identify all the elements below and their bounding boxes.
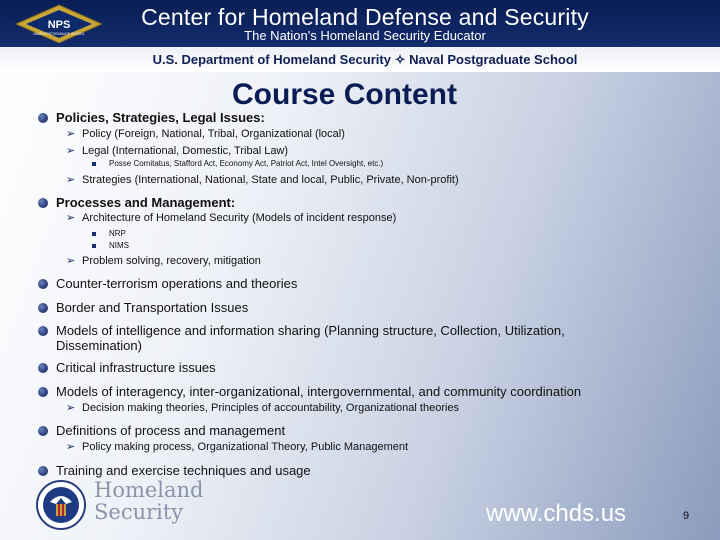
footer-url: www.chds.us (486, 500, 627, 527)
sub-sub-bullet-text: NIMS (109, 241, 129, 250)
round-bullet-icon (38, 363, 48, 373)
bullet-text: Training and exercise techniques and usage (56, 463, 311, 478)
bullet-text: Critical infrastructure issues (56, 360, 216, 375)
square-bullet-icon (92, 244, 96, 248)
round-bullet-icon (38, 466, 48, 476)
round-bullet-icon (38, 426, 48, 436)
arrow-bullet-icon: ➢ (66, 145, 76, 157)
bullet-text: Processes and Management: (56, 195, 236, 210)
round-bullet-icon (38, 113, 48, 123)
round-bullet-icon (38, 279, 48, 289)
bullet-text: Policies, Strategies, Legal Issues: (56, 110, 265, 125)
wordmark-line2: Security (94, 500, 184, 524)
round-bullet-icon (38, 387, 48, 397)
arrow-bullet-icon: ➢ (66, 128, 76, 140)
header-subtitle: The Nation's Homeland Security Educator (244, 28, 486, 43)
arrow-bullet-icon: ➢ (66, 174, 76, 186)
sub-sub-bullet-text: Posse Comitatus, Stafford Act, Economy Act, Patriot Act, Intel Oversight, etc.) (109, 159, 384, 168)
arrow-bullet-icon: ➢ (66, 402, 76, 414)
bullet-text: Border and Transportation Issues (56, 300, 249, 315)
sub-bullet-text: Legal (International, Domestic, Tribal Law) (82, 145, 289, 157)
square-bullet-icon (92, 162, 96, 166)
sub-bullet-text: Decision making theories, Principles of accountability, Organizational theories (82, 402, 460, 414)
page-number: 9 (683, 510, 690, 522)
arrow-bullet-icon: ➢ (66, 212, 76, 224)
sub-bullet-text: Policy making process, Organizational Theory, Public Management (82, 441, 409, 453)
sub-bullet-text: Problem solving, recovery, mitigation (82, 255, 261, 267)
slide-title: Course Content (232, 78, 457, 111)
square-bullet-icon (92, 232, 96, 236)
sub-bullet-text: Architecture of Homeland Security (Models of incident response) (82, 212, 397, 224)
nps-badge-subtext: NAVAL POSTGRADUATE SCHOOL (33, 32, 85, 36)
sub-bullet-text: Strategies (International, National, State and local, Public, Private, Non-profit) (82, 174, 459, 186)
bullet-text: Models of intelligence and information sharing (Planning structure, Collection, Utilization, Dissemination) (56, 323, 565, 353)
arrow-bullet-icon: ➢ (66, 255, 76, 267)
sub-sub-bullet-text: NRP (109, 229, 126, 238)
nps-badge-icon (14, 4, 104, 44)
round-bullet-icon (38, 326, 48, 336)
dhs-wordmark (94, 479, 204, 523)
round-bullet-icon (38, 303, 48, 313)
header-title: Center for Homeland Defense and Security (141, 4, 589, 30)
bullet-text: Counter-terrorism operations and theories (56, 276, 298, 291)
dhs-seal-icon (36, 480, 86, 530)
bullet-text: Definitions of process and management (56, 423, 286, 438)
round-bullet-icon (38, 198, 48, 208)
nps-badge-text: NPS (47, 19, 71, 31)
wordmark-line1: Homeland (94, 478, 204, 502)
arrow-bullet-icon: ➢ (66, 441, 76, 453)
bullet-text: Models of interagency, inter-organizational, intergovernmental, and community coordination (56, 384, 582, 399)
sub-bullet-text: Policy (Foreign, National, Tribal, Organizational (local) (82, 128, 345, 140)
header-dept: U.S. Department of Homeland Security ✧ Naval Postgraduate School (152, 52, 578, 67)
